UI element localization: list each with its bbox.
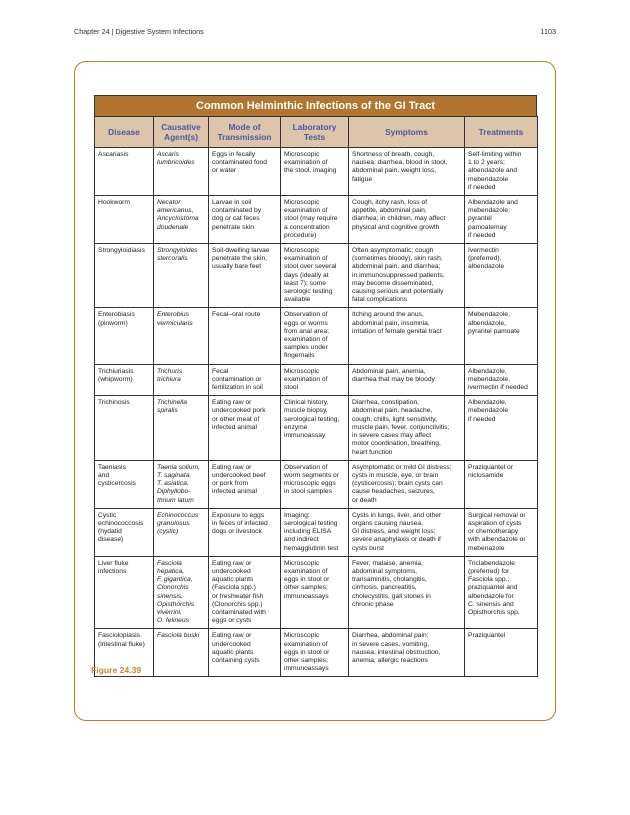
disease-cell: Trichiuriasis (whipworm) [95,364,154,396]
transmission-cell: Eggs in fecally contaminated food or water [209,148,281,196]
transmission-cell: Eating raw or undercooked aquatic plants containing cysts [209,629,281,677]
treatments-cell: Praziquantel or niclosamide [465,460,538,508]
transmission-cell: Fecal contamination or fertilization in soil [209,364,281,396]
column-header-lab-tests: Laboratory Tests [281,117,349,148]
disease-cell: Enterobiasis (pinworm) [95,308,154,364]
agent-cell: Strongyloides stercoralis [154,244,209,308]
table-row [95,196,538,244]
disease-cell: Hookworm [95,196,154,244]
disease-cell: Cystic echinococcosis (hydatid disease) [95,508,154,556]
treatments-cell: Albendazole, mebendazole, ivermectin if needed [465,364,538,396]
treatments-cell: Triclabendazole (preferred) for Fasciola spp.; praziquantel and albendazole for C. sinensis and Opisthorchis spp. [465,556,538,629]
disease-cell: Trichinosis [95,396,154,460]
lab-tests-cell: Microscopic examination of stool (may require a concentration procedure) [281,196,349,244]
table-row [95,244,538,308]
lab-tests-cell: Microscopic examination of stool [281,364,349,396]
treatments-cell: Albendazole and mebendazole; pyrantel pamoatemay if needed [465,196,538,244]
lab-tests-cell: Clinical history, muscle biopsy, serological testing, enzyme immunoassay [281,396,349,460]
disease-cell: Ascariasis [95,148,154,196]
treatments-cell: Mebendazole, albendazole, pyrantel pamoate [465,308,538,364]
table-row [95,460,538,508]
symptoms-cell: Abdominal pain, anemia, diarrhea that may be bloody [349,364,465,396]
table-row [95,396,538,460]
transmission-cell: Exposure to eggs in feces of infected dogs or livestock [209,508,281,556]
agent-cell: Taenia solium, T. saginata, T. asiatica, Diphyllobo- thrium latum [154,460,209,508]
symptoms-cell: Itching around the anus, abdominal pain, insomnia, irritation of female genital tract [349,308,465,364]
lab-tests-cell: Microscopic examination of stool over several days (ideally at least 7); some serologic testing available [281,244,349,308]
transmission-cell: Eating raw or undercooked aquatic plants (Fasciola spp.) or freshwater fish (Clonorchis spp.) contaminated with eggs or cysts [209,556,281,629]
helminth-table [94,116,538,677]
agent-cell: Trichuris trichiura [154,364,209,396]
chapter-title: Chapter 24 | Digestive System Infections [74,27,204,36]
treatments-cell: Ivermectin (preferred), albendazole [465,244,538,308]
column-header-transmission: Mode of Transmission [209,117,281,148]
lab-tests-cell: Microscopic examination of eggs in stool or other samples; immunoassays [281,556,349,629]
table-row [95,308,538,364]
table-header-row [95,117,538,148]
treatments-cell: Surgical removal or aspiration of cysts or chemotherapy with albendazole or mebenazole [465,508,538,556]
transmission-cell: Soil-dwelling larvae penetrate the skin, usually bare feet [209,244,281,308]
transmission-cell: Eating raw or undercooked pork or other meat of infected animal [209,396,281,460]
page-number: 1103 [540,27,556,36]
transmission-cell: Eating raw or undercooked beef or pork from infected animal [209,460,281,508]
lab-tests-cell: Microscopic examination of eggs in stool or other samples; immunoassays [281,629,349,677]
figure-frame [74,61,556,721]
column-header-agent: Causative Agent(s) [154,117,209,148]
page-header [74,27,556,39]
agent-cell: Necator americanus, Ancyclostoma doudenale [154,196,209,244]
column-header-disease: Disease [95,117,154,148]
agent-cell: Trichinella spiralis [154,396,209,460]
table-row [95,508,538,556]
column-header-treatments: Treatments [465,117,538,148]
agent-cell: Ascaris lumbricoides [154,148,209,196]
table-row [95,364,538,396]
table-body [95,148,538,677]
symptoms-cell: Often asymptomatic; cough (sometimes bloody), skin rash, abdominal pain, and diarrhea; in immunosuppressed patients, may become disseminated, causing serious and potentially fatal complications [349,244,465,308]
lab-tests-cell: Observation of eggs or worms from anal area; examination of samples under fingernails [281,308,349,364]
disease-cell: Strongyloidiasis [95,244,154,308]
lab-tests-cell: Observation of worm segments or microscopic eggs in stool samples [281,460,349,508]
transmission-cell: Larvae in soil contaminated by dog or cat feces penetrate skin [209,196,281,244]
disease-cell: Liver fluke infections [95,556,154,629]
agent-cell: Enterobius vermicularis [154,308,209,364]
disease-cell: Taeniasis and cysticercosis [95,460,154,508]
figure-label: Figure 24.39 [91,665,142,675]
symptoms-cell: Shortness of breath, cough, nausea, diarrhea, blood in stool, abdominal pain, weight loss, fatigue [349,148,465,196]
lab-tests-cell: Microscopic examination of the stool, imaging [281,148,349,196]
symptoms-cell: Diarrhea, constipation, abdominal pain, headache, cough, chills, light sensitivity, muscle pain, fever, conjunctivitis; in severe cases may affect motor coordination, breathing, heart function [349,396,465,460]
agent-cell: Fasciola hepatica, F. gigantica, Clonorchis sinensis, Opisthorchis viverrini, O. felineus [154,556,209,629]
table-row [95,629,538,677]
column-header-symptoms: Symptoms [349,117,465,148]
symptoms-cell: Fever, malaise, anemia, abdominal symptoms, transaminitis, cholangitis, cirrhosis, pancreatitis, cholecystitis, gall stones in chronic phase [349,556,465,629]
treatments-cell: Albendazole, mebendazole if needed [465,396,538,460]
table-row [95,148,538,196]
treatments-cell: Praziquantel [465,629,538,677]
transmission-cell: Fecal–oral route [209,308,281,364]
symptoms-cell: Cough, itchy rash, loss of appetite, abdominal pain, diarrhea; in children, may affect physical and cognitive growth [349,196,465,244]
table-title: Common Helminthic Infections of the GI Tract [94,95,537,116]
symptoms-cell: Diarrhea, abdominal pain; in severe cases, vomiting, nausea, intestinal obstruction, anemia, allergic reactions [349,629,465,677]
lab-tests-cell: Imaging; serological testing including ELISA and indirect hemagglutinin test [281,508,349,556]
disease-cell: Fasciolopiasis (intestinal fluke) [95,629,154,677]
symptoms-cell: Asymptomatic or mild GI distress; cysts in muscle, eye, or brain (cysticercosis); brain cysts can cause headaches, seizures, or death [349,460,465,508]
agent-cell: Echinococcus granulosus (cystic) [154,508,209,556]
table-row [95,556,538,629]
symptoms-cell: Cysts in lungs, liver, and other organs causing nausea, GI distress, and weight loss; severe anaphylaxis or death if cysts burst [349,508,465,556]
treatments-cell: Self-limiting within 1 to 2 years; albendazole and mebendazole if needed [465,148,538,196]
helminth-table-container [94,95,537,677]
agent-cell: Fasciola buski [154,629,209,677]
